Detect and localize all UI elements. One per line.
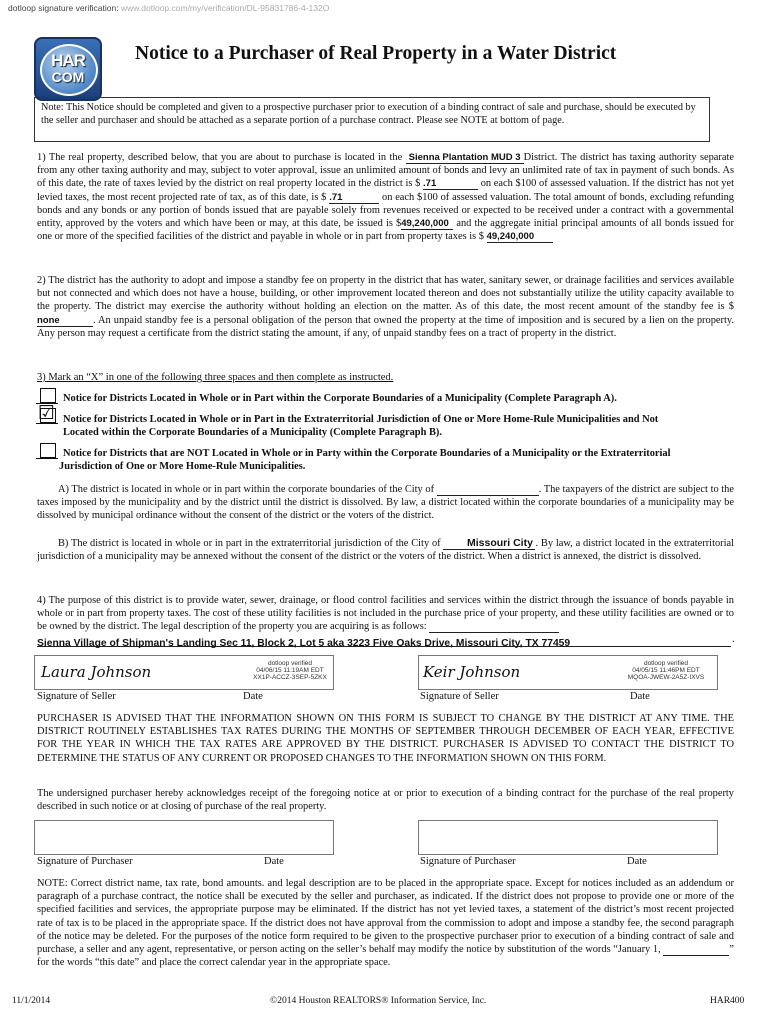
purchaser-signature-box-2[interactable] (418, 820, 718, 855)
option3-underline (36, 458, 58, 459)
pb-text-b: . By law, a district located in the extraterritorial jurisdiction of a municipality may be annexed without the consent of the district or the voters of the district. When a district is annexed, the district is dissolved. (37, 538, 734, 563)
tax-rate-field[interactable]: .71 (423, 178, 478, 190)
footer-copyright: ©2014 Houston REALTORS® Information Service, Inc. (270, 996, 487, 1006)
january-year-field[interactable] (663, 944, 729, 956)
seller-label-1: Signature of Seller (37, 691, 116, 702)
dotloop-verified-2 (617, 660, 715, 681)
option2-label-line2: Located within the Corporate Boundaries of a Municipality (Complete Paragraph B). (63, 427, 442, 438)
paragraph-a (37, 483, 734, 523)
dotloop-verified-1-label: dotloop verified (267, 660, 313, 667)
verification-url[interactable]: www.dotloop.com/my/verification/DL-95831786-4-132O (120, 3, 330, 13)
purchaser-label-2: Signature of Purchaser (420, 856, 516, 867)
pa-text-b: . The taxpayers of the district are subject to the taxes imposed by the municipality and by the district until the district is dissolved. By law, a district located within the corporate boundaries of a municipality may be dissolved by municipal ordinance without the consent of the district or the voters of the district. (37, 484, 734, 522)
purchaser-acknowledgement: The undersigned purchaser hereby acknowledges receipt of the foregoing notice at or prior to execution of a binding contract for the purchase of the real property described in such notice or at closing of purchase of the real property. (37, 788, 734, 813)
p1-text-d: on each $100 of assessed valuation. The total amount of bonds, excluding refunding bonds and any bonds or any portion of bonds issued that are payable solely from revenues received or expected to be received under a contract with a governmental entity, approved by the voters and which have been or may, at this date, be issued is $ (37, 191, 734, 230)
p1-text-a: 1) The real property, described below, that you are about to purchase is located in the (37, 152, 403, 163)
pb-text-a: B) The district is located in whole or in part in the extraterritorial jurisdiction of the City of (58, 538, 441, 549)
seller-signature-box-2[interactable] (418, 655, 718, 690)
dotloop-verified-2-code: MQOA-JWEW-2A5Z-IXVS (627, 674, 705, 681)
option2-label-line1: Notice for Districts Located in Whole or in Part in the Extraterritorial Jurisdiction of One or More Home-Rule Municipalities and Not (63, 414, 659, 425)
dotloop-verified-2-date: 04/05/15 11:46PM EDT (632, 667, 700, 674)
legal-description-underline-1[interactable] (429, 621, 559, 633)
pa-text-a: A) The district is located in whole or in part within the corporate boundaries of the City of (58, 484, 435, 495)
p3-heading (37, 372, 393, 383)
dotloop-verified-1 (249, 660, 331, 681)
footer-form-number: HAR400 (710, 996, 745, 1006)
city-b-field[interactable]: Missouri City (443, 538, 535, 550)
bonds-aggregate-field[interactable]: 49,240,000 (487, 231, 553, 243)
legal-description-text: Sienna Village of Shipman's Landing Sec 11, Block 2, Lot 5 aka 3223 Five Oaks Drive, Missouri City, TX 77459 (37, 638, 571, 649)
seller-signature-1: Laura Johnson (41, 663, 152, 681)
city-a-field[interactable] (437, 484, 539, 496)
purchaser-advisory: PURCHASER IS ADVISED THAT THE INFORMATION SHOWN ON THIS FORM IS SUBJECT TO CHANGE BY THE DISTRICT AT ANY TIME. THE DISTRICT ROUTINELY ESTABLISHES TAX RATES DURING THE MONTHS OF SEPTEMBER THROUGH DECEMBER OF EACH YEAR, EFFECTIVE FOR THE YEAR IN WHICH THE TAX RATES ARE APPROVED BY THE DISTRICT. PURCHASER IS ADVISED TO CONTACT THE DISTRICT TO DETERMINE THE STATUS OF ANY CURRENT OR PROPOSED CHANGES TO THE INFORMATION SHOWN ON THIS FORM. (37, 713, 734, 764)
note-box (34, 97, 710, 142)
har-logo (34, 37, 102, 101)
option3-label-line1: Notice for Districts that are NOT Located in Whole or in Party within the Corporate Boundaries of a Municipality or the Extraterritorial (63, 448, 671, 459)
option3-checkbox[interactable] (40, 443, 56, 458)
seller-label-2: Signature of Seller (420, 691, 499, 702)
bonds-issued-field[interactable]: 49,240,000 (401, 218, 453, 230)
purchaser-date-label-2: Date (627, 856, 647, 867)
p2-text-b: . An unpaid standby fee is a personal obligation of the person that owned the property at the time of imposition and is secured by a lien on the property. Any person may request a certificate from the district stating the amount, if any, of unpaid standby fees on a tract of property in the district. (37, 314, 734, 339)
dotloop-verified-1-code: XX1P-ACCZ-3SEP-5ZKX (253, 674, 327, 681)
option2-checkbox[interactable] (38, 402, 56, 424)
purchaser-signature-box-1[interactable] (34, 820, 334, 855)
check-mark-icon: ☑ (38, 402, 56, 424)
option1-label: Notice for Districts Located in Whole or in Part within the Corporate Boundaries of a Municipality (Complete Paragraph A). (63, 393, 617, 404)
bottom-note (37, 877, 734, 969)
legal-description-field[interactable] (37, 633, 731, 647)
legal-period: . (732, 634, 735, 645)
projected-rate-field[interactable]: .71 (329, 192, 379, 204)
district-name-field[interactable]: Sienna Plantation MUD 3 (406, 152, 524, 164)
dotloop-verified-2-label: dotloop verified (643, 660, 689, 667)
page-title: Notice to a Purchaser of Real Property in a Water District (135, 43, 617, 64)
logo-text-top: HAR (51, 51, 85, 70)
seller-signature-box-1[interactable] (34, 655, 334, 690)
p1-text-e: and the aggregate initial principal amounts of all bonds issued for one or more of the specified facilities of the district and payable in whole or in part from property taxes is $ (37, 218, 734, 243)
bottom-note-text-b: ” for the words “this date” and place the correct calendar year in the appropriate space. (37, 944, 734, 969)
standby-fee-field[interactable]: none (37, 315, 93, 327)
seller-signature-2: Keir Johnson (423, 663, 521, 681)
paragraph-4 (37, 594, 734, 634)
purchaser-date-label-1: Date (264, 856, 284, 867)
logo-text-bottom: COM (51, 69, 85, 85)
paragraph-b (37, 537, 734, 563)
p2-text-a: 2) The district has the authority to adopt and impose a standby fee on property in the district that has water, sanitary sewer, or drainage facilities and services available but not connected and which does not have a house, building, or other improvement located thereon and does not substantially utilize the utility capacity available to the property. The district may exercise the authority without holding an election on the matter. As of this date, the most recent amount of the standby fee is $ (37, 275, 734, 313)
verification-label: dotloop signature verification: (8, 3, 119, 13)
p1-text-c: on each $100 of assessed valuation. If the district has not yet levied taxes, the most recent projected rate of tax, as of this date, is $ (37, 178, 734, 203)
p3-heading-text: 3) Mark an “X” in one of the following three spaces and then complete as instructed. (37, 372, 394, 383)
bottom-note-text-a: NOTE: Correct district name, tax rate, bond amounts. and legal description are to be placed in the appropriate space. Except for notices included as an addendum or paragraph of a purchase contract, the notice shall be executed by the seller and purchaser, as indicated. If the district does not propose to provide one or more of the specified facilities and services, the appropriate purpose may be eliminated. If the district has not yet levied taxes, a statement of the district’s most recent projected rate of tax is to be placed in the appropriate space. If the district does not have approval from the commission to adopt and impose a standby fee, the second paragraph of the notice may be deleted. For the purposes of the notice form required to be given to the prospective purchaser prior to execution of a binding contract of sale and purchase, a seller and any agent, representative, or person acting on the seller’s behalf may modify the notice by substitution of the words “January 1, (37, 878, 734, 956)
paragraph-2 (37, 274, 734, 340)
seller-date-label-2: Date (630, 691, 650, 702)
dotloop-verified-1-date: 04/06/15 11:19AM EDT (256, 667, 324, 674)
note-text: Note: This Notice should be completed and given to a prospective purchaser prior to execution of a binding contract of sale and purchase, should be executed by the seller and purchaser and should be attached as a separate portion of a purchase contract. Please see NOTE at bottom of page. (41, 102, 696, 126)
verification-line (8, 3, 329, 13)
seller-date-label-1: Date (243, 691, 263, 702)
option3-label-line2: Jurisdiction of One or More Home-Rule Municipalities. (59, 461, 306, 472)
paragraph-1 (37, 151, 734, 243)
option2-underline (36, 423, 58, 424)
p4-text-a: 4) The purpose of this district is to provide water, sewer, drainage, or flood control facilities and services within the district through the issuance of bonds payable in whole or in part from property taxes. The cost of these utility facilities is not included in the purchase price of your property, and these utility facilities are owned or to be owned by the district. The legal description of the property you are acquiring is as follows: (37, 595, 734, 633)
footer-date: 11/1/2014 (12, 996, 51, 1006)
option1-checkbox[interactable] (40, 388, 56, 403)
purchaser-label-1: Signature of Purchaser (37, 856, 133, 867)
p1-text-b: District. The district has taxing authority separate from any other taxing authority and may, subject to voter approval, issue an unlimited amount of bonds and levy an unlimited rate of tax in payment of such bonds. As of this date, the rate of taxes levied by the district on real property located in the district is $ (37, 152, 734, 190)
